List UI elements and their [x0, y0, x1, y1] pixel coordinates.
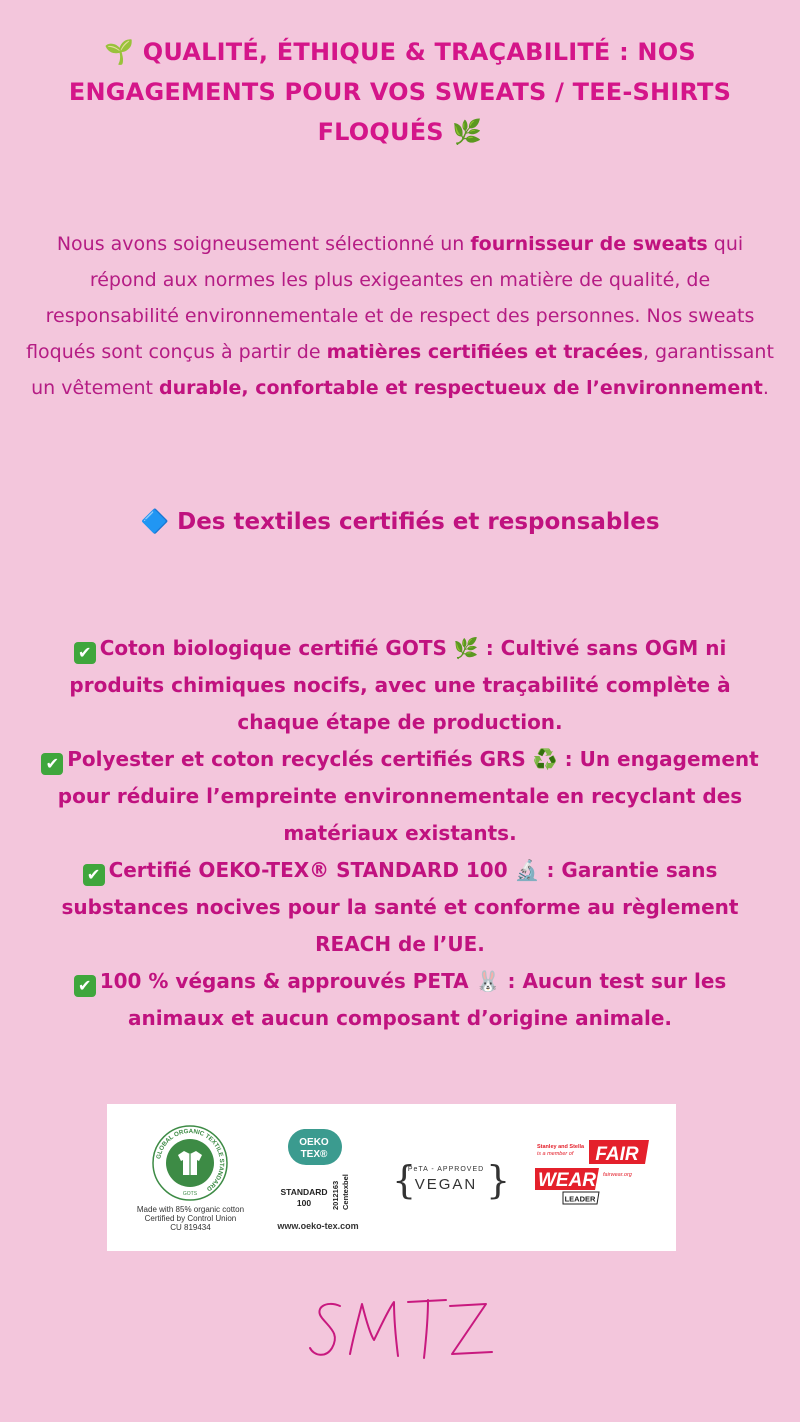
intro-text-3: , garantissant un vêtement: [31, 341, 774, 399]
svg-text:}: }: [485, 1157, 510, 1202]
list-item: [28, 963, 772, 1037]
gots-caption: [130, 1205, 250, 1232]
gots-caption-1: Made with 85% organic cotton: [136, 1205, 245, 1214]
fairwear-fair: FAIR: [594, 1143, 639, 1165]
list-item-text: Certifié OEKO-TEX® STANDARD 100 🔬 : Garantie sans substances nocives pour la santé et conforme au règlement REACH de l’UE.: [61, 858, 739, 956]
check-icon: ✔: [74, 642, 96, 664]
oeko-code: 2012163: [331, 1180, 341, 1210]
intro-bold-materials: matières certifiées et tracées: [326, 341, 643, 363]
intro-text-4: .: [762, 377, 769, 399]
list-item-text: Polyester et coton recyclés certifiés GRS ♻️ : Un engagement pour réduire l’empreinte environnementale en recyclant des matériaux existants.: [57, 747, 759, 845]
title-line-2: ENGAGEMENTS POUR VOS SWEATS / TEE-SHIRTS: [68, 78, 732, 106]
page-title: [40, 32, 760, 152]
smtz-signature-icon: [300, 1290, 500, 1370]
list-item-text: 100 % végans & approuvés PETA 🐰 : Aucun test sur les animaux et aucun composant d’origine animale.: [99, 969, 727, 1030]
certification-logos: [107, 1104, 676, 1251]
list-item: [28, 852, 772, 963]
list-item: [28, 741, 772, 852]
gots-ring-text: GLOBAL ORGANIC TEXTILE STANDARD: [155, 1127, 226, 1193]
title-line-3: FLOQUÉS 🌿: [317, 118, 483, 146]
title-line-1: 🌱 QUALITÉ, ÉTHIQUE & TRAÇABILITÉ : NOS: [104, 38, 696, 66]
oeko-url: www.oeko-tex.com: [277, 1220, 359, 1231]
vegan-top-text: PeTA - APPROVED: [407, 1165, 484, 1173]
signature-logo: [300, 1290, 500, 1370]
gots-logo: [130, 1123, 250, 1232]
oeko-badge-line-1: OEKO: [299, 1136, 329, 1148]
gots-caption-3: CU 819434: [170, 1223, 211, 1232]
gots-inner-text: GOTS: [183, 1191, 198, 1197]
fairwear-wear: WEAR: [537, 1169, 596, 1191]
check-icon: ✔: [83, 864, 105, 886]
peta-vegan-logo: [386, 1153, 510, 1203]
gots-caption-2: Certified by Control Union: [144, 1214, 237, 1223]
section-title: 🔷 Des textiles certifiés et responsables: [140, 509, 660, 535]
oeko-institute: Centexbel: [341, 1173, 351, 1210]
list-item-text: Coton biologique certifié GOTS 🌿 : Cultivé sans OGM ni produits chimiques nocifs, avec une traçabilité complète à chaque étape de production.: [69, 636, 731, 734]
intro-text-1: Nous avons soigneusement sélectionné un: [56, 233, 471, 255]
oeko-tex-logo: [277, 1125, 358, 1231]
fairwear-url: fairwear.org: [602, 1171, 632, 1178]
oeko-standard: STANDARD: [280, 1186, 328, 1197]
list-item: [28, 630, 772, 741]
fair-wear-logo: [533, 1138, 653, 1218]
fairwear-small-2: is a member of: [536, 1150, 573, 1157]
intro-text-2: qui répond aux normes les plus exigeantes en matière de qualité, de responsabilité environnementale et de respect des personnes. Nos sweats floqués sont conçus à partir de: [26, 233, 755, 363]
intro-bold-supplier: fournisseur de sweats: [470, 233, 708, 255]
svg-text:{: {: [391, 1157, 416, 1202]
peta-vegan-icon: [386, 1153, 510, 1203]
fairwear-small-1: Stanley and Stella: [536, 1143, 584, 1150]
fairwear-leader: LEADER: [564, 1194, 595, 1203]
certification-list: [28, 630, 772, 1037]
intro-bold-durable: durable, confortable et respectueux de l’environnement: [159, 377, 763, 399]
oeko-number: 100: [296, 1197, 312, 1208]
check-icon: ✔: [41, 753, 63, 775]
oeko-tex-badge-icon: [278, 1125, 358, 1217]
check-icon: ✔: [74, 975, 96, 997]
vegan-main-text: VEGAN: [414, 1175, 477, 1193]
fair-wear-icon: [533, 1138, 653, 1218]
gots-seal-icon: [150, 1123, 230, 1203]
intro-paragraph: [22, 226, 778, 406]
oeko-badge-line-2: TEX®: [300, 1148, 328, 1160]
